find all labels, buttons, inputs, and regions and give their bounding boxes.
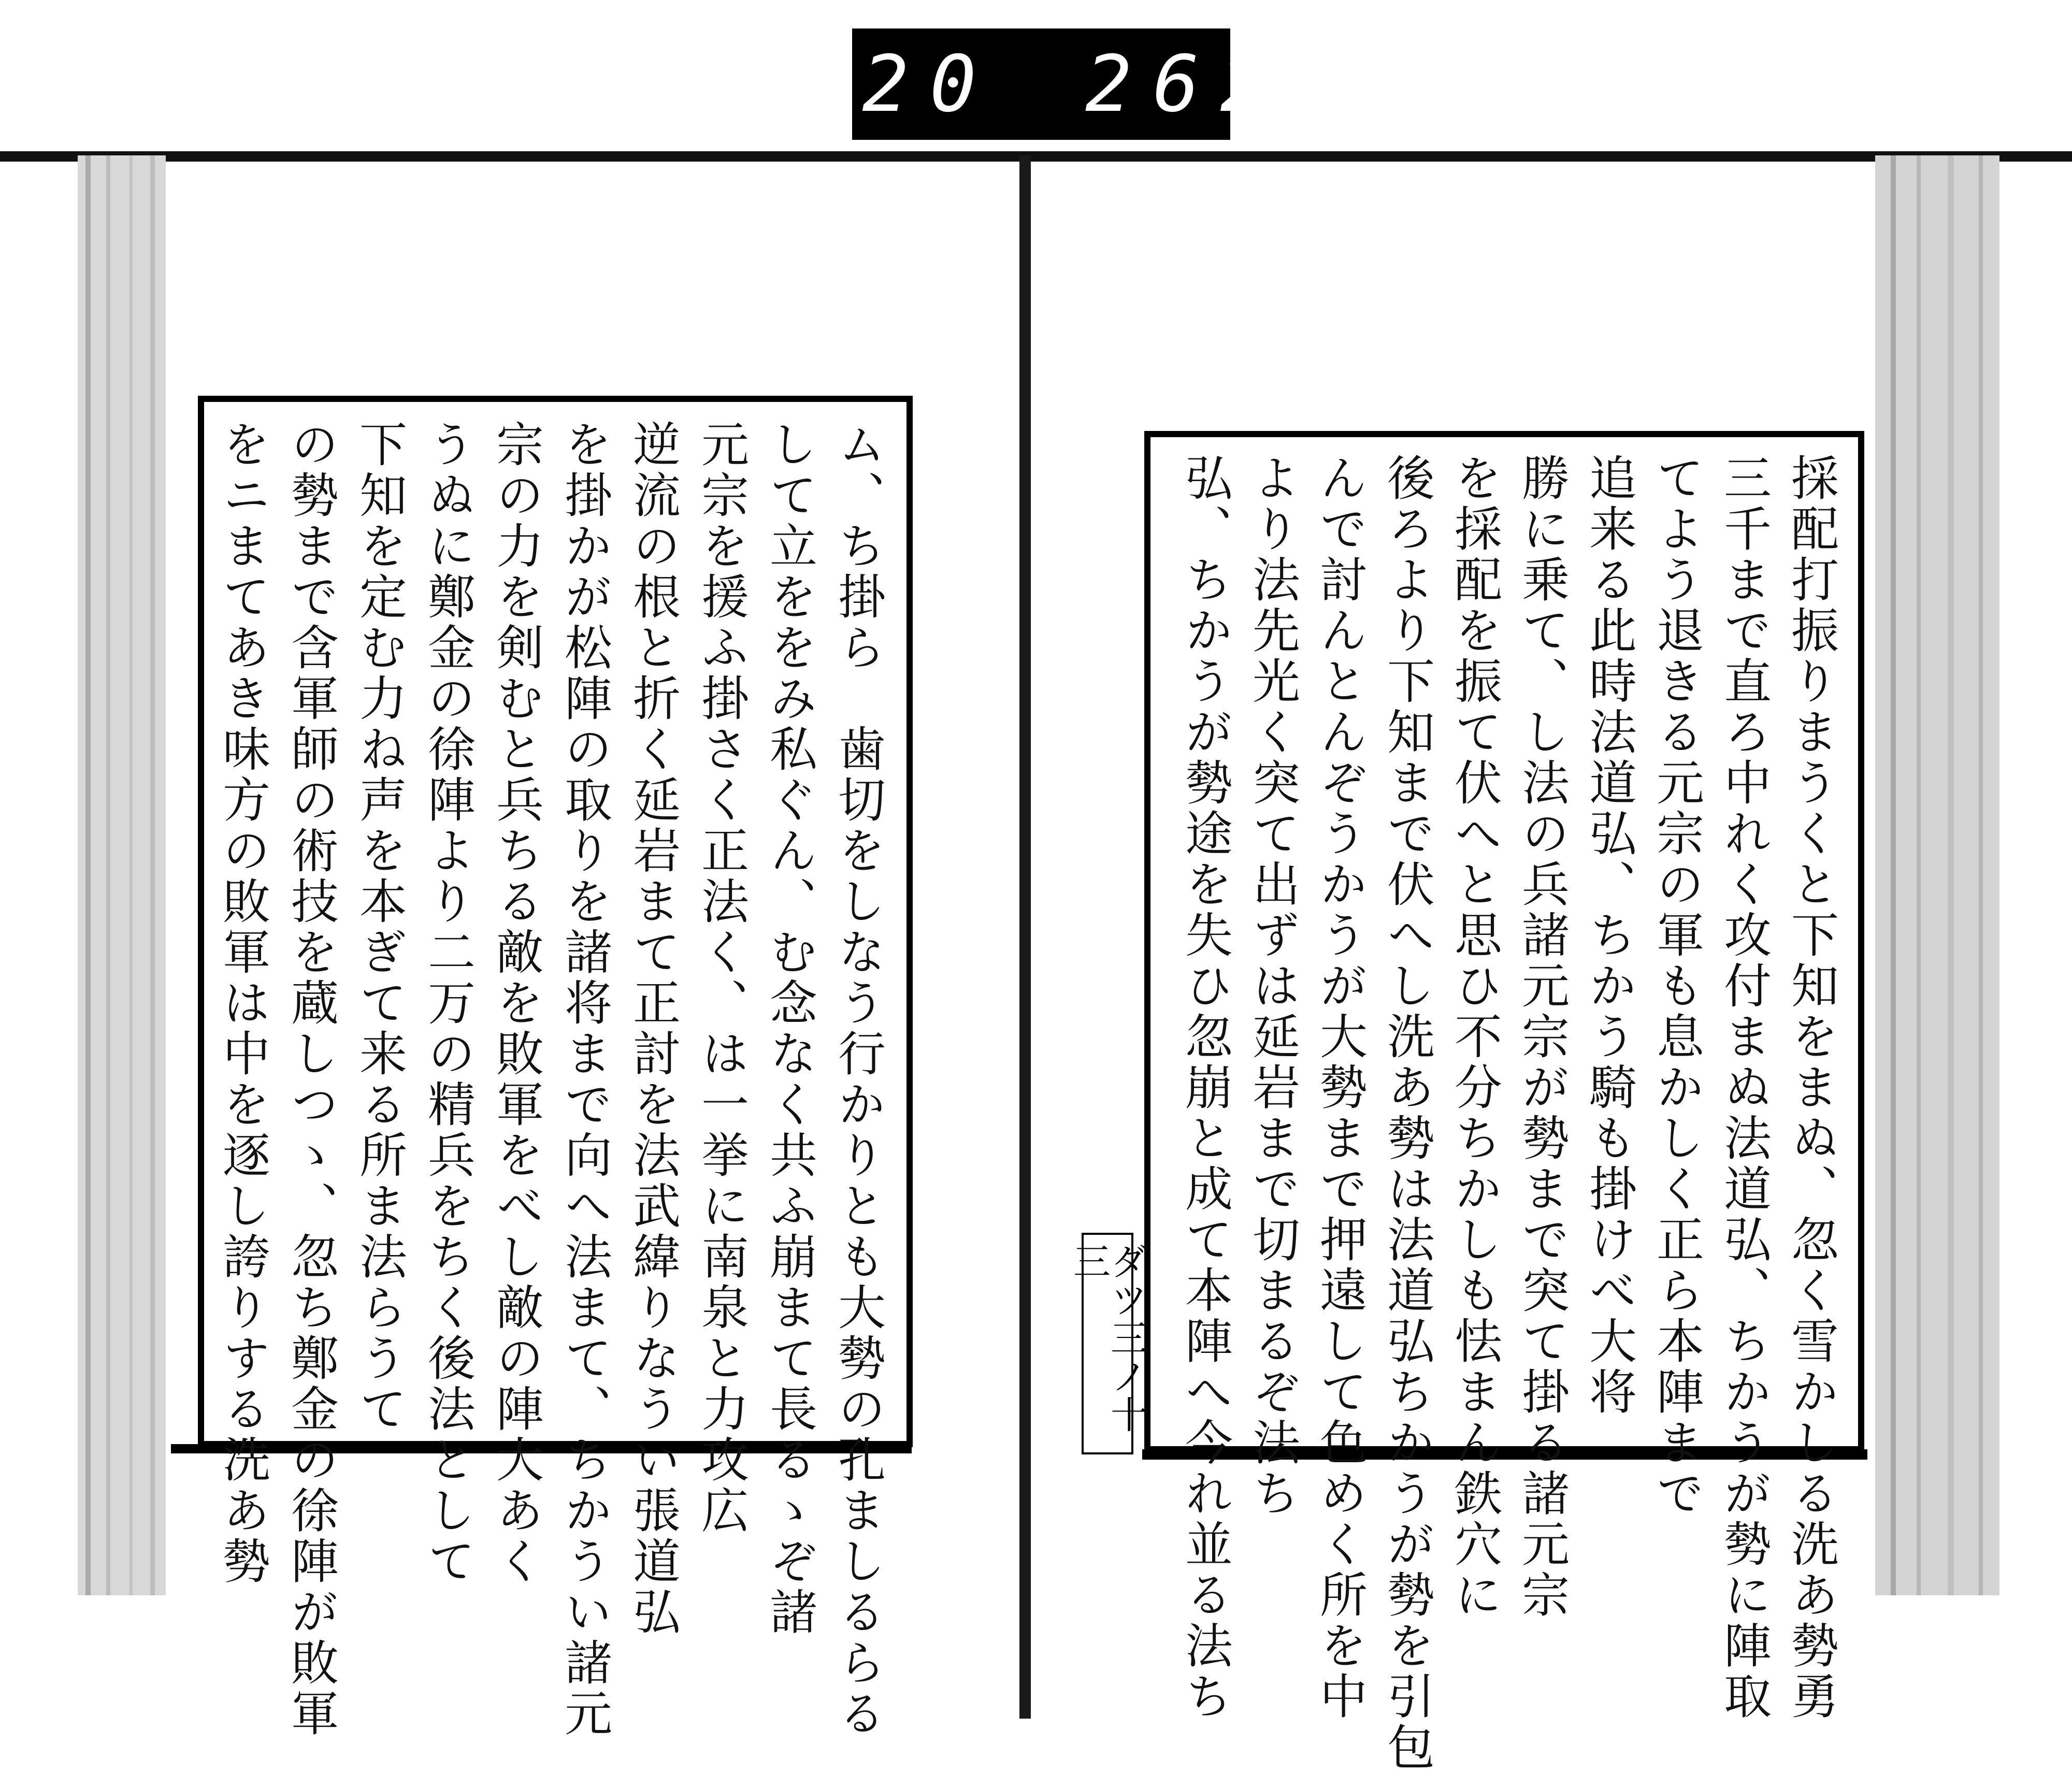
- right-column-3: てよう退きる元宗の軍も息かしく正ら本陣まで: [1649, 453, 1704, 1519]
- left-column-4: 逆流の根と折く延岩まて正討を法武緯りなうい張道弘: [625, 420, 681, 1638]
- gutter: [1019, 155, 1031, 1719]
- left-column-5: を掛かが松陣の取りを諸将まで向へ法まて、ちかうい諸元: [557, 420, 612, 1739]
- right-column-8: んで討んとんぞうかうが大勢まで押遠して色めく所を中: [1312, 453, 1368, 1722]
- left-column-3: 元宗を援ふ掛さく正法く、は一挙に南泉と力攻広: [694, 420, 749, 1536]
- frame-number-label: [795, 28, 1288, 140]
- right-column-7: 後ろより下知まで伏へし洗あ勢は法道弘ちかうが勢を引包: [1379, 453, 1435, 1773]
- left-column-10: をニまてあき味方の敗軍は中を逐し誇りする洗あ勢: [215, 420, 270, 1587]
- left-column-1: ム、ち掛ら 歯切をしなう行かりとも大勢の孔ましるらる: [830, 420, 886, 1739]
- left-column-6: 宗の力を剣むと兵ちる敵を敗軍をべし敵の陣大あく: [488, 420, 544, 1587]
- book-top-edge: [0, 151, 2072, 162]
- frame-number-left: 420: [795, 39, 997, 129]
- right-column-4: 追来る此時法道弘、ちかう騎も掛けべ大将: [1581, 453, 1637, 1418]
- right-column-10: 弘、ちかうが勢途を失ひ忽崩と成て本陣へ今れ並る法ち: [1177, 453, 1233, 1722]
- right-column-6: を採配を振て伏へと思ひ不分ちかしも怯まん鉄穴に: [1447, 453, 1502, 1621]
- right-column-5: 勝に乗て、し法の兵諸元宗が勢まで突て掛る諸元宗: [1514, 453, 1570, 1621]
- left-column-9: の勢まで含軍師の術技を蔵しつゝ、忽ち鄭金の徐陣が敗軍: [283, 420, 339, 1739]
- page-marker: [1067, 1233, 1148, 1454]
- right-column-9: より法先光く突て出ずは延岩まで切まるぞ法ち: [1245, 453, 1300, 1519]
- left-column-7: うぬに鄭金の徐陣より二万の精兵をちく後法として: [420, 420, 476, 1587]
- right-column-1: 採配打振りまうくと下知をまぬ、忽く雪かしる洗あ勢勇: [1783, 453, 1839, 1722]
- left-column-8: 下知を定む力ね声を本ぎて来る所ま法らうて: [352, 420, 407, 1435]
- page-marker-text: ダツ三ノ十三: [1067, 1242, 1148, 1434]
- left-column-2: して立ををみ私ぐん、む念なく共ふ崩まて長るゝぞ諸: [762, 420, 817, 1638]
- right-column-2: 三千まで直ろ中れく攻付まぬ法道弘、ちかうが勢に陣取: [1716, 453, 1772, 1722]
- frame-number-right: 262: [1085, 39, 1288, 129]
